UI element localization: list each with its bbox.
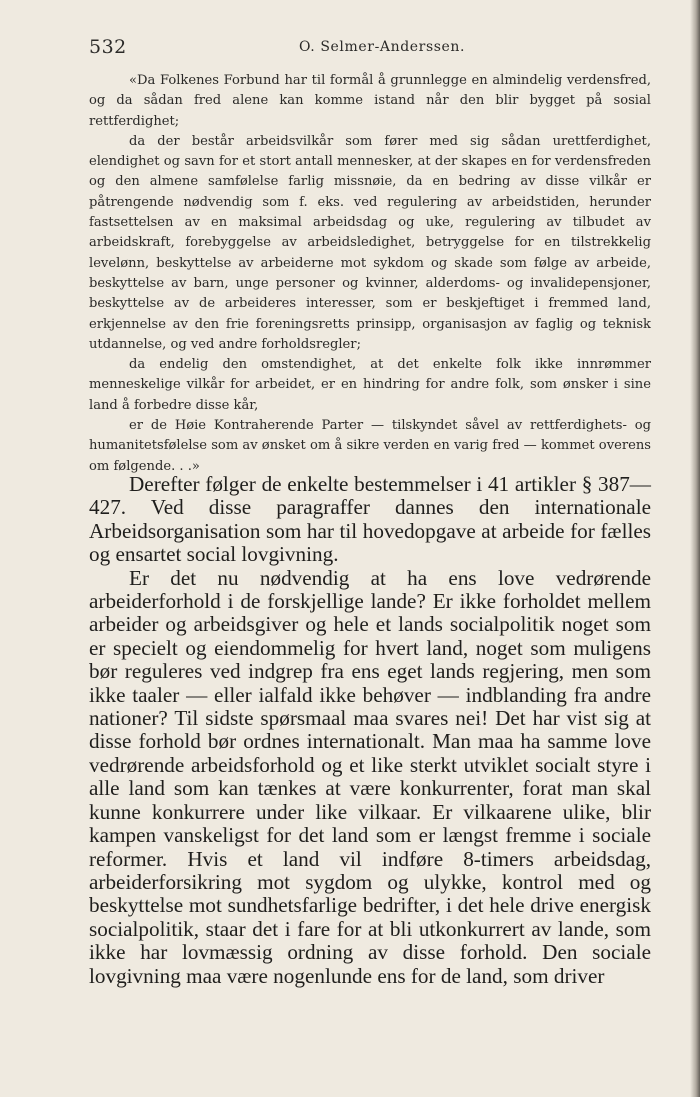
body-paragraph: Er det nu nødvendig at ha ens love vedrørende arbeiderforhold i de forskjellige lande? Er ikke forholdet mellem arbeider og arbeidsgiver og hele et lands socialpolitik noget som er specielt og eiendommelig for hvert land, noget som muligens bør reguleres ved indgrep fra ens eget lands regjering, men som ikke taaler — eller ialfald ikke behøver — indblanding fra andre nationer? Til sidste spørsmaal maa svares nei! Det har vist sig at disse forhold bør ordnes internationalt. Man maa ha samme love vedrørende arbeidsforhold og et like sterkt utviklet socialt styre i alle land som kan tænkes at være konkurrenter, forat man skal kunne konkurrere under like vilkaar. Er vilkaarene ulike, blir kampen vanskeligst for det land som er længst fremme i sociale reformer. Hvis et land vil indføre 8-timers arbeidsdag, arbeiderforsikring mot sygdom og ulykke, kontrol med og beskyttelse mot sundhetsfarlige bedrifter, i det hele drive energisk socialpolitik, staar det i fare for at bli utkonkurrert av lande, som ikke har lovmæssig ordning av disse forhold. Den sociale lovgivning maa være nogenlunde ens for de land, som driver (89, 565, 651, 988)
quote-paragraph: da der består arbeidsvilkår som fører med sig sådan urettferdighet, elendighet og savn for et stort antall mennesker, at der skapes en for verdensfreden og den almene samfølelse farlig missnøie, da en bedring av disse vilkår er påtrengende nødvendig som f. eks. ved regulering av arbeidstiden, herunder fastsettelsen av en maksimal arbeidsdag og uke, regulering av tilbudet av arbeidskraft, forebyggelse av arbeidsledighet, betryggelse for en tilstrekkelig levelønn, beskyttelse av arbeiderne mot sykdom og skade som følge av arbeide, beskyttelse av barn, unge personer og kvinner, alderdoms- og invalidepensjoner, beskyttelse av de arbeideres interesser, som er beskjeftiget i fremmed land, erkjennelse av den frie foreningsretts prinsipp, organisasjon av faglig og teknisk utdannelse, og ved andre forholdsregler; (89, 133, 651, 352)
page-edge-shadow (690, 0, 700, 1097)
quote-paragraph: «Da Folkenes Forbund har til formål å grunnlegge en almindelig verdensfred, og da sådan fred alene kan komme istand når den blir bygget på sosial rettferdighet; (89, 73, 651, 129)
running-head: O. Selmer-Anderssen. (299, 39, 466, 55)
page-header (89, 36, 649, 62)
quoted-preamble (89, 71, 651, 477)
quote-paragraph: er de Høie Kontraherende Parter — tilskyndet såvel av rettferdighets- og humanitetsfølelse som av ønsket om å sikre verden en varig fred — kommet overens om følgende. . .» (89, 418, 651, 474)
main-text (89, 473, 651, 988)
page-number: 532 (89, 36, 127, 58)
quote-paragraph: da endelig den omstendighet, at det enkelte folk ikke innrømmer menneskelige vilkår for arbeidet, er en hindring for andre folk, som ønsker i sine land å forbedre disse kår, (89, 357, 651, 413)
body-paragraph: Derefter følger de enkelte bestemmelser i 41 artikler § 387—427. Ved disse paragraffer dannes den internationale Arbeidsorganisation som har til hovedopgave at arbeide for fælles og ensartet social lovgivning. (89, 472, 651, 567)
